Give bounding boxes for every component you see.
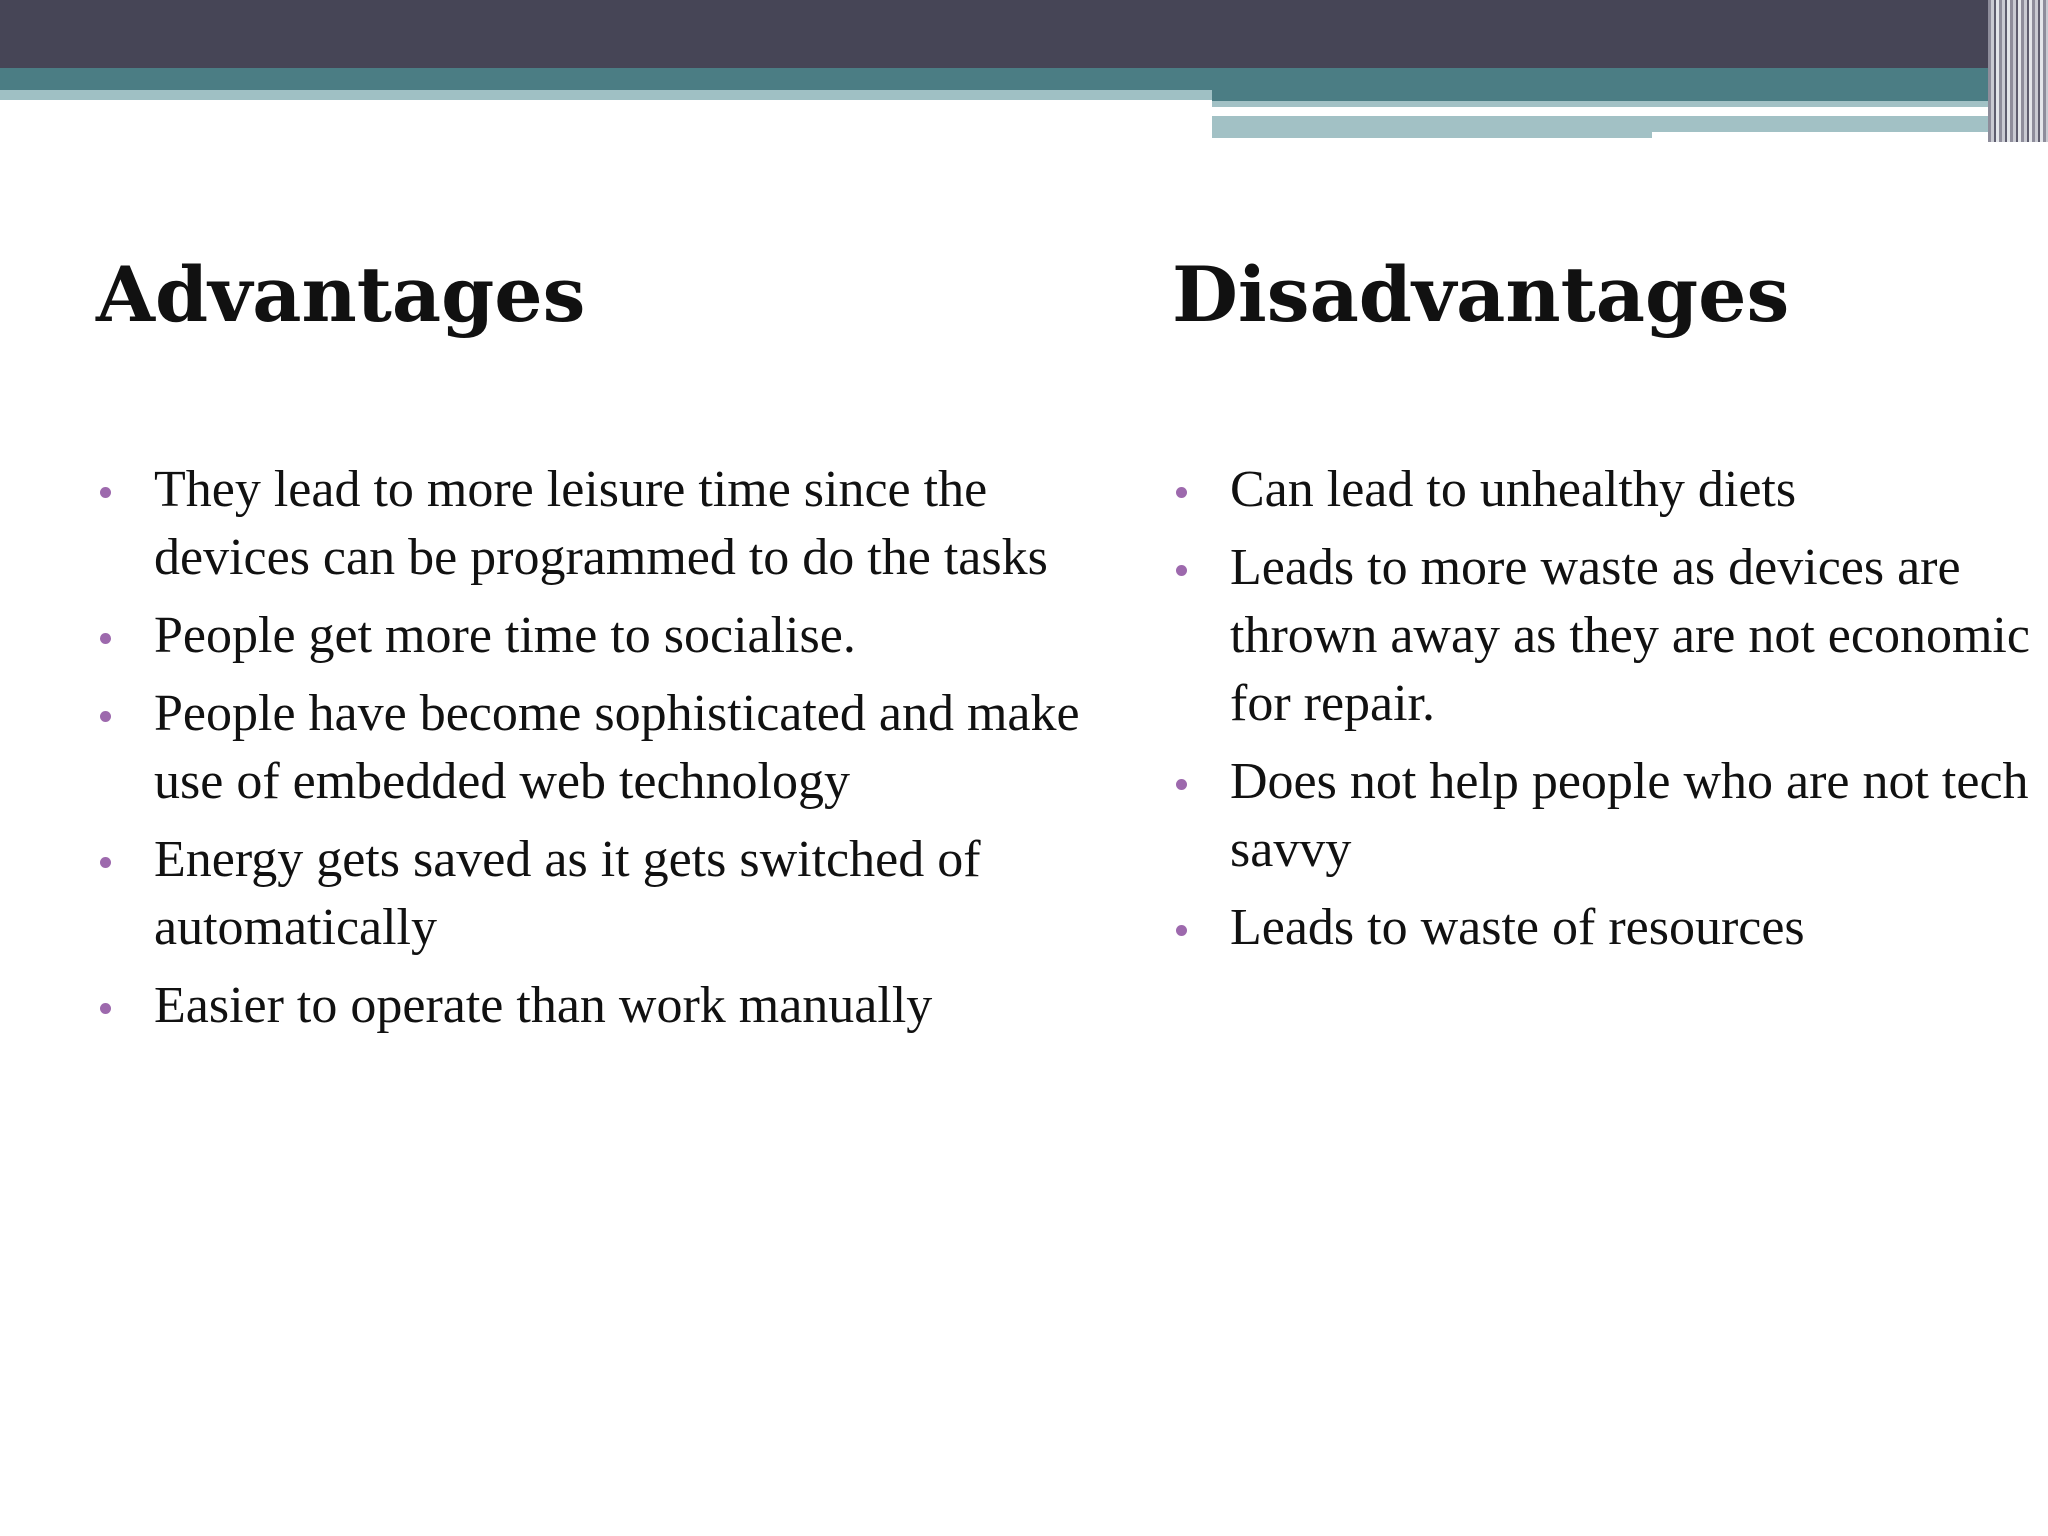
advantages-item-text: People get more time to socialise. (154, 607, 856, 664)
slide-header-banner (0, 0, 2048, 145)
advantages-item-text: Easier to operate than work manually (154, 977, 933, 1034)
disadvantages-list-item (1172, 456, 2032, 524)
disadvantages-item-text: Does not help people who are not tech savvy (1230, 753, 2029, 878)
bullet-dot-icon (100, 711, 111, 722)
bullet-dot-icon (100, 1003, 111, 1014)
header-band-teal-right (1212, 90, 2048, 101)
advantages-list-item (96, 680, 1096, 816)
disadvantages-list-item (1172, 534, 2032, 738)
disadvantages-column (1172, 250, 2032, 956)
disadvantages-item-text: Leads to waste of resources (1230, 899, 1805, 956)
bullet-dot-icon (1176, 925, 1187, 936)
advantages-title: Advantages (96, 250, 586, 339)
bullet-dot-icon (1176, 565, 1187, 576)
advantages-item-text: They lead to more leisure time since the devices can be programmed to do the tasks (154, 461, 1048, 586)
header-corner-stripes (1988, 0, 2048, 142)
advantages-item-text: People have become sophisticated and make use of embedded web technology (154, 685, 1080, 810)
advantages-item-text: Energy gets saved as it gets switched of automatically (154, 831, 981, 956)
header-band-light-lower-short (1652, 116, 1988, 132)
header-band-dark (0, 0, 2048, 68)
disadvantages-list-item (1172, 894, 2032, 962)
disadvantages-list (1172, 456, 2032, 972)
bullet-dot-icon (100, 857, 111, 868)
advantages-column (96, 250, 1096, 1034)
advantages-list-item (96, 972, 1096, 1040)
header-band-light-left (0, 90, 1212, 100)
bullet-dot-icon (100, 487, 111, 498)
bullet-dot-icon (1176, 779, 1187, 790)
header-white-line (1212, 109, 1898, 116)
bullet-dot-icon (100, 633, 111, 644)
advantages-list-item (96, 826, 1096, 962)
header-band-teal (0, 68, 2048, 90)
header-band-light-right (1212, 101, 1988, 107)
disadvantages-title: Disadvantages (1172, 250, 1790, 339)
disadvantages-item-text: Leads to more waste as devices are thrown away as they are not economic for repair. (1230, 539, 2030, 732)
disadvantages-list-item (1172, 748, 2032, 884)
advantages-list (96, 456, 1096, 1050)
header-band-light-lower (1212, 116, 1652, 138)
bullet-dot-icon (1176, 487, 1187, 498)
advantages-list-item (96, 456, 1096, 592)
disadvantages-item-text: Can lead to unhealthy diets (1230, 461, 1797, 518)
advantages-list-item (96, 602, 1096, 670)
